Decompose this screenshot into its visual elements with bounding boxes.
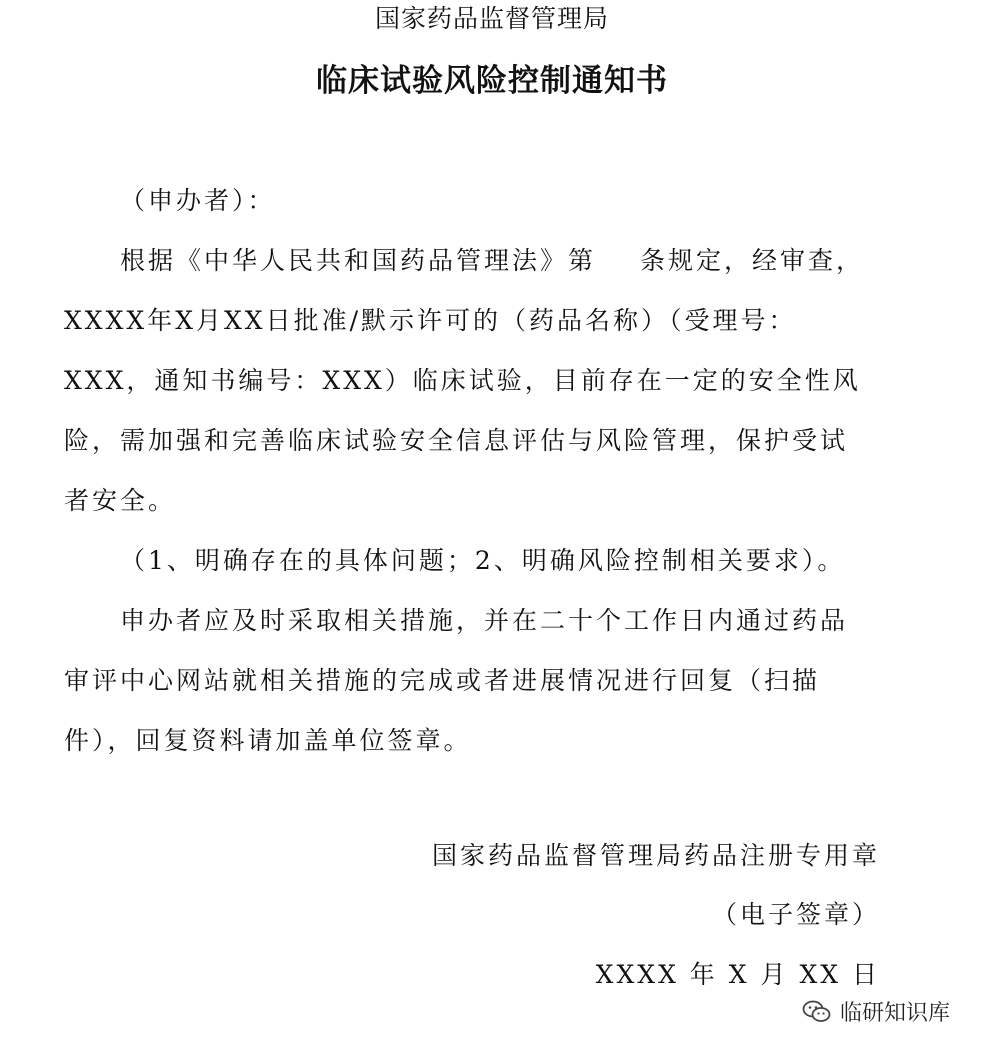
issuing-agency: 国家药品监督管理局 [374,4,609,33]
watermark-label: 临研知识库 [839,1001,950,1026]
paragraph-response-instructions: 申办者应及时采取相关措施，并在二十个工作日内通过药品审评中心网站就相关措施的完成或者进展情况进行回复（扫描件），回复资料请加盖单位签章。 [64,606,849,755]
paragraph-legal-basis [64,231,868,531]
official-seal-name: 国家药品监督管理局药品注册专用章 [431,841,880,870]
addressee-line: （申办者）： [120,186,276,215]
issue-date: XXXX 年 X 月 XX 日 [595,960,880,989]
electronic-signature-note: （电子签章） [711,900,880,929]
paragraph-requirements: （1、明确存在的具体问题；2、明确风险控制相关要求）。 [120,546,846,575]
wechat-icon [802,999,832,1025]
paragraph-legal-basis-rest: 条规定，经审查，XXXX年X月XX日批准/默示许可的（药品名称）（受理号：XXX，通知书编号：XXX）临床试验，目前存在一定的安全性风险，需加强和完善临床试验安全信息评估与风险管理，保护受试者安全。 [64,246,865,515]
document-title: 临床试验风险控制通知书 [316,63,668,99]
account-watermark [802,996,950,1027]
paragraph-legal-basis-start: 根据《中华人民共和国药品管理法》第 [120,246,597,275]
